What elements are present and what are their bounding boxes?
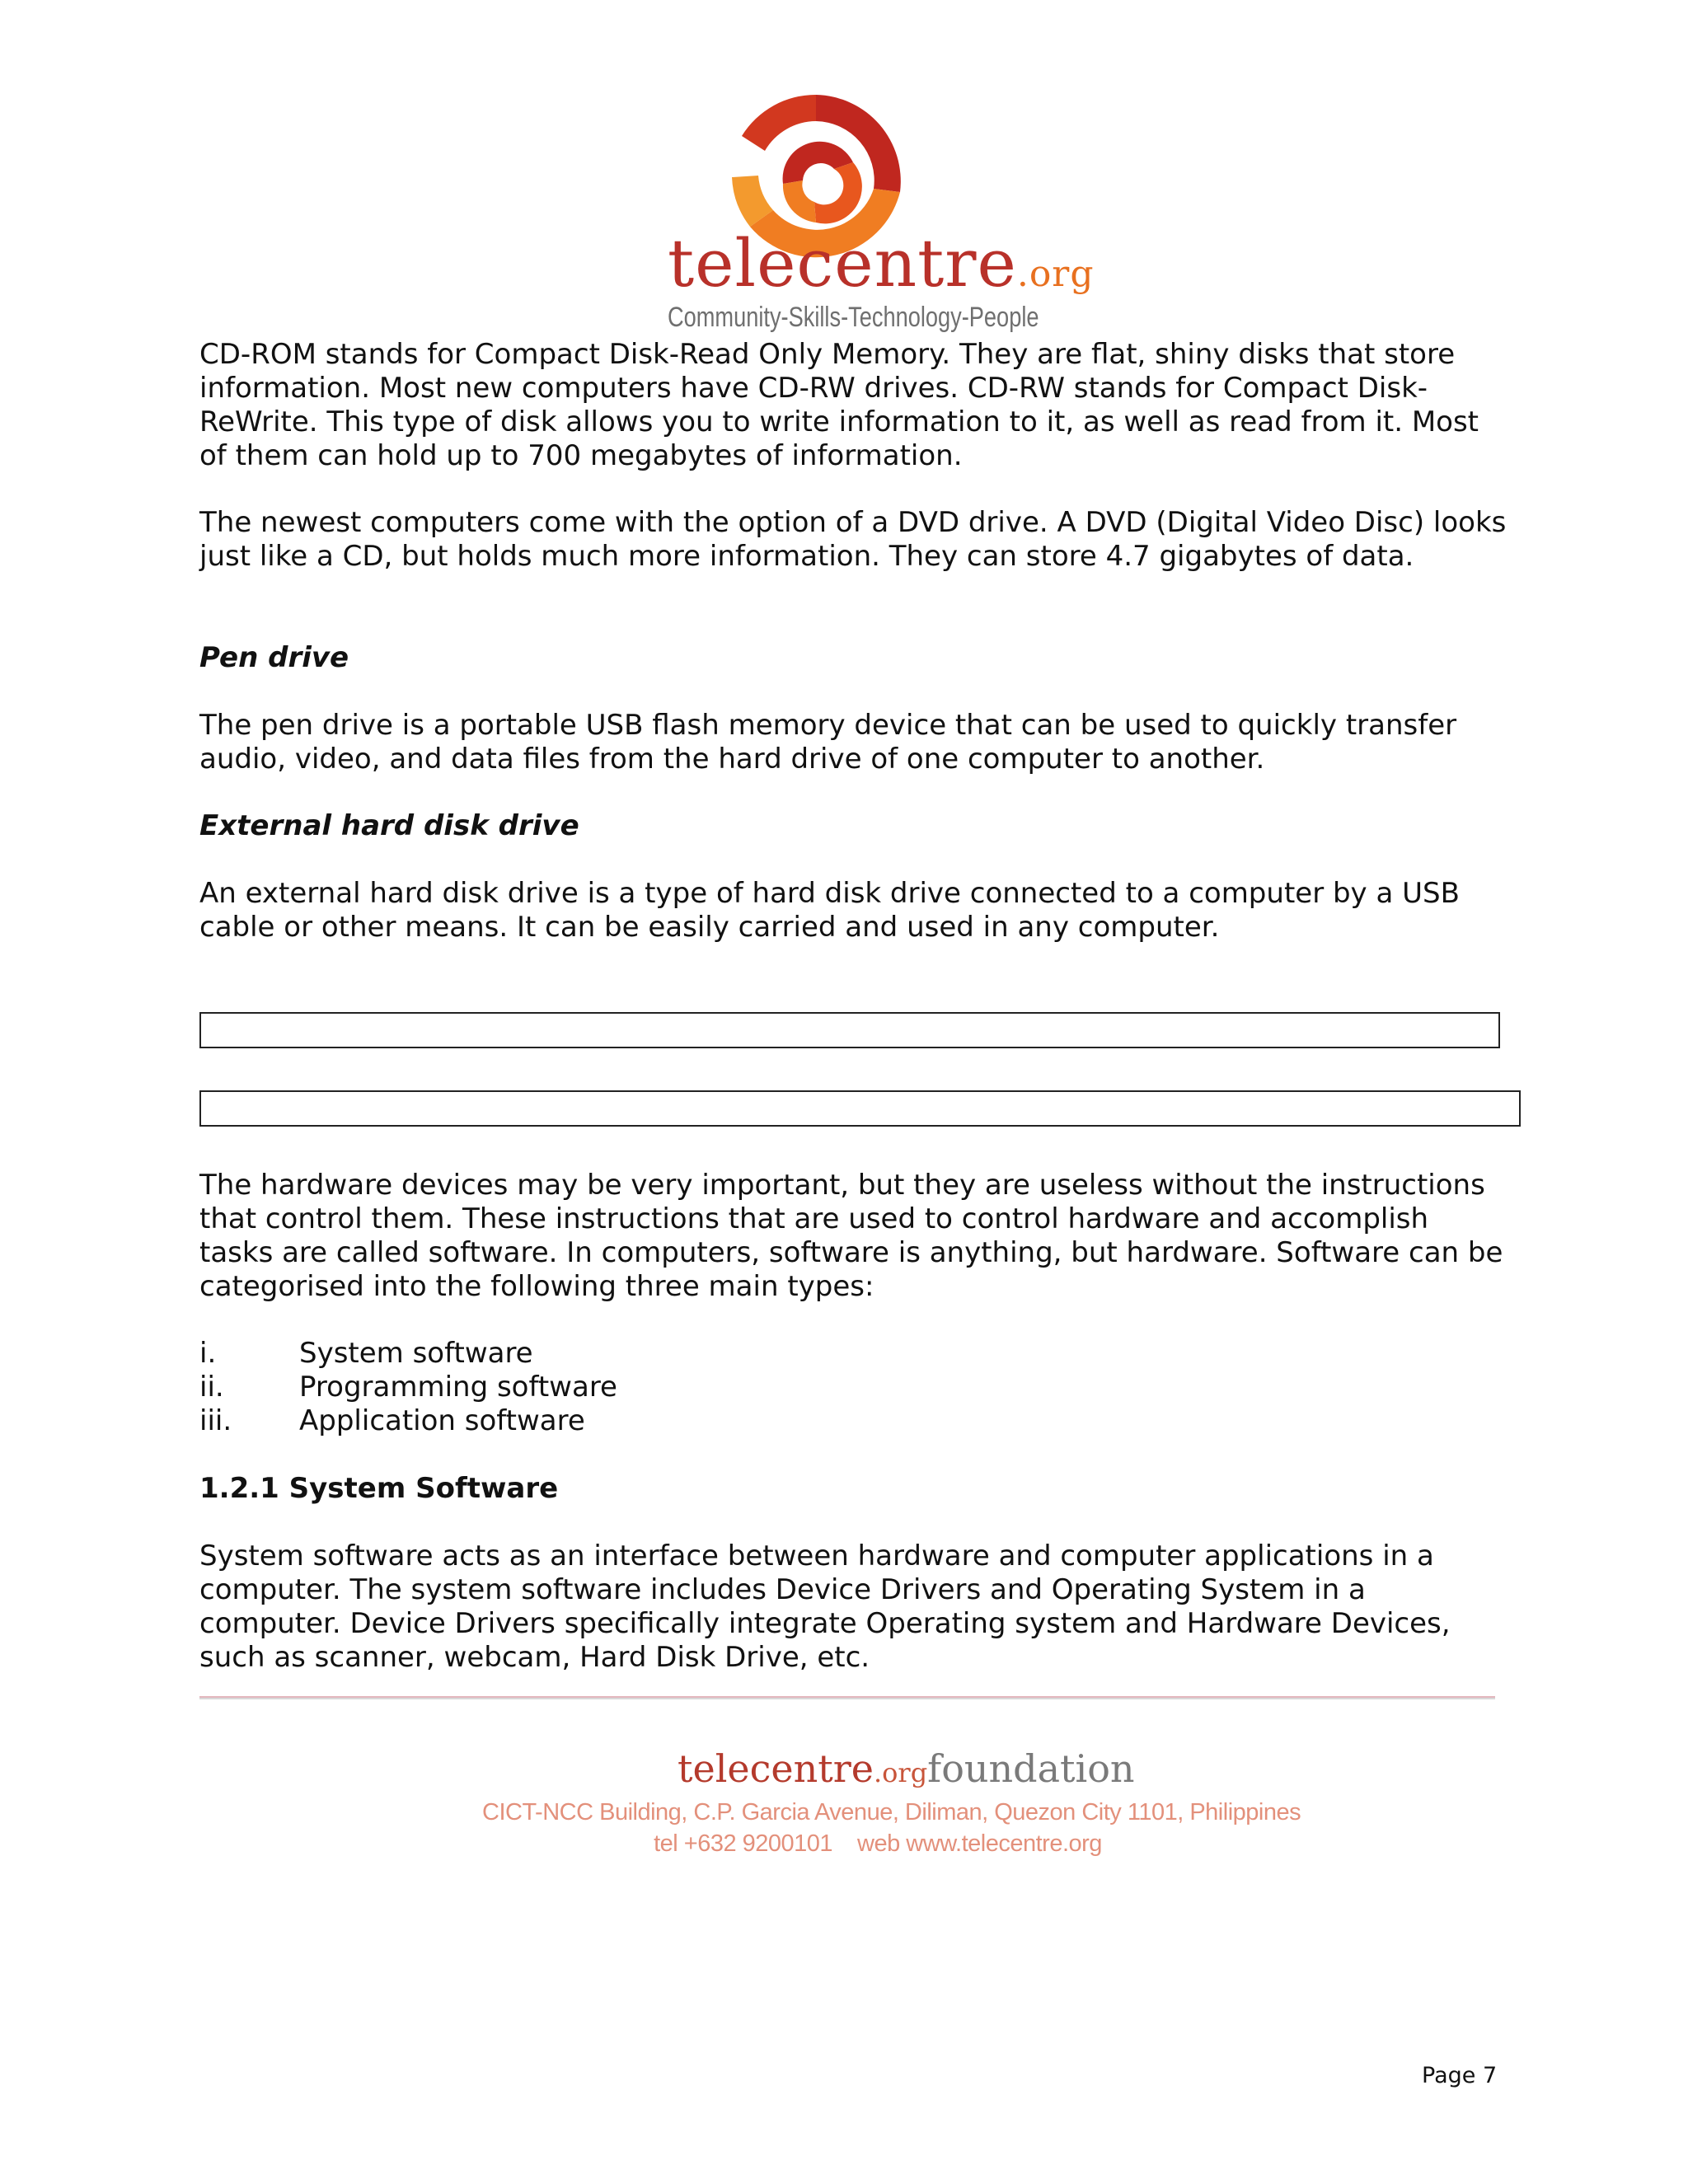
paragraph-pen-drive: The pen drive is a portable USB flash memory device that can be used to quickly transfer audio, video, and data files from the hard drive of one computer to another. (199, 709, 1457, 776)
list-label: Application software (299, 1404, 585, 1437)
paragraph-dvd: The newest computers come with the option of a DVD drive. A DVD (Digital Video Disc) looks just like a CD, but holds much more information. They can store 4.7 gigabytes of data. (199, 506, 1507, 573)
list-numeral: i. (199, 1337, 217, 1370)
footer-web: web www.telecentre.org (857, 1830, 1102, 1857)
list-item (199, 1404, 617, 1438)
list-label: Programming software (299, 1371, 617, 1404)
logo-tagline: Community-Skills-Technology-People (668, 302, 1039, 333)
paragraph-system-software: System software acts as an interface between hardware and computer applications in a computer. The system software includes Device Drivers and Operating System in a computer. Device Drivers specifically integrate Operating system and Hardware Devices, such as scanner, webcam, Hard Disk Drive, etc. (199, 1540, 1451, 1674)
heading-external-hard-disk: External hard disk drive (199, 809, 579, 842)
paragraph-software: The hardware devices may be very important, but they are useless without the instructions that control them. These instructions that are used to control hardware and accomplish tasks are called software. In computers, software is anything, but hardware. Software can be categorised into the following three main types: (199, 1169, 1503, 1303)
list-numeral: ii. (199, 1371, 224, 1404)
list-item (199, 1337, 617, 1371)
empty-frame-2 (199, 1090, 1521, 1127)
footer-tel: tel +632 9200101 (654, 1830, 833, 1857)
heading-pen-drive: Pen drive (199, 641, 349, 674)
list-numeral: iii. (199, 1404, 232, 1437)
footer-brand-wordmark: telecentre.orgfoundation (678, 1746, 1135, 1791)
logo-wordmark: telecentre.org (668, 225, 1095, 302)
list-label: System software (299, 1337, 533, 1370)
footer-divider (199, 1696, 1495, 1699)
paragraph-external-hard-disk: An external hard disk drive is a type of hard disk drive connected to a computer by a USB cable or other means. It can be easily carried and used in any computer. (199, 877, 1460, 944)
page-number: Page 7 (1422, 2063, 1498, 2088)
paragraph-cd-rom: CD-ROM stands for Compact Disk-Read Only Memory. They are flat, shiny disks that store information. Most new computers have CD-RW drives. CD-RW stands for Compact Disk-ReWrite. This type of disk allows you to write information to it, as well as read from it. Most of them can hold up to 700 megabytes of information. (199, 338, 1479, 472)
list-item (199, 1371, 617, 1404)
software-types-list (199, 1337, 617, 1438)
footer-contact (482, 1828, 1273, 1859)
empty-frame-1 (199, 1012, 1500, 1048)
footer-address: CICT-NCC Building, C.P. Garcia Avenue, Diliman, Quezon City 1101, Philippines (482, 1799, 1301, 1825)
heading-system-software: 1.2.1 System Software (199, 1472, 559, 1505)
